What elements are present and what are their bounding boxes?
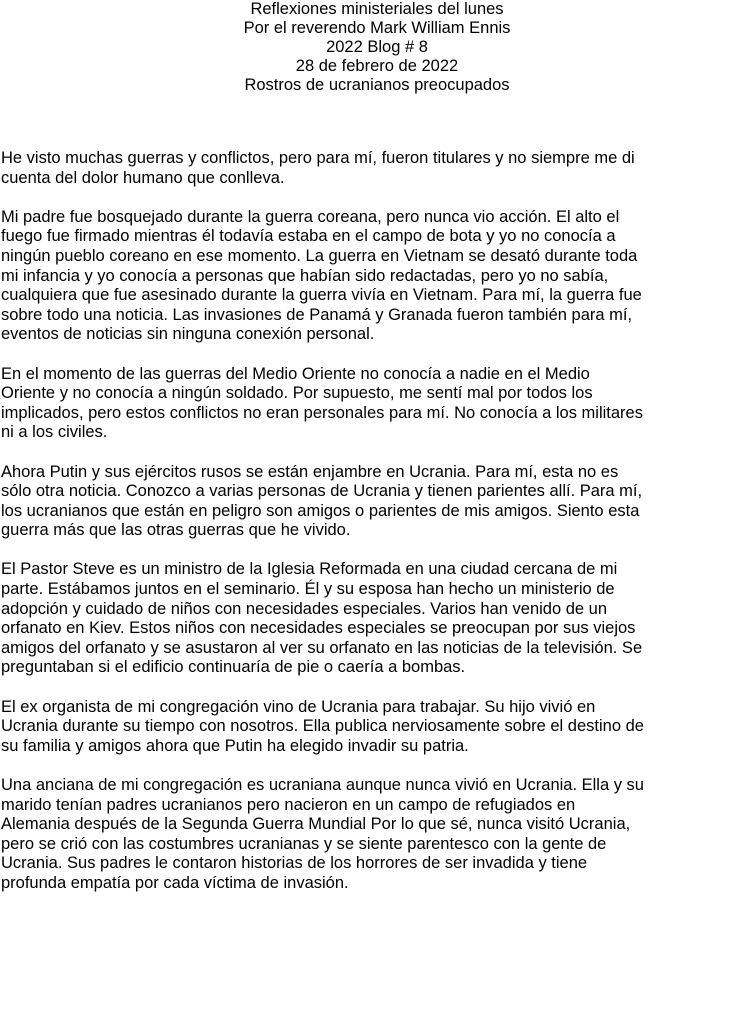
paragraph-line: He visto muchas guerras y conflictos, pero para mí, fueron titulares y no siempre me di <box>1 149 635 167</box>
paragraph-line: Ucrania durante su tiempo con nosotros. Ella publica nerviosamente sobre el destino de <box>1 717 644 736</box>
paragraph-line: ni a los civiles. <box>1 423 108 442</box>
paragraph <box>1 463 755 541</box>
blog-number: 2022 Blog # 8 <box>326 38 428 56</box>
paragraph-line: cuenta del dolor humano que conlleva. <box>1 168 285 187</box>
paragraph-line: guerra más que las otras guerras que he vivido. <box>1 521 351 540</box>
paragraph-line: En el momento de las guerras del Medio Oriente no conocía a nadie en el Medio <box>1 364 590 383</box>
paragraph-line: sobre todo una noticia. Las invasiones de Panamá y Granada fueron también para mí, <box>1 305 633 324</box>
paragraph-line: El Pastor Steve es un ministro de la Iglesia Reformada en una ciudad cercana de mi <box>1 560 618 579</box>
paragraph-line: El ex organista de mi congregación vino de Ucrania para trabajar. Su hijo vivió en <box>1 697 596 716</box>
series-title: Reflexiones ministeriales del lunes <box>250 0 504 18</box>
paragraph-line: su familia y amigos ahora que Putin ha elegido invadir su patria. <box>1 736 469 755</box>
paragraph <box>1 365 755 443</box>
paragraph <box>1 776 755 894</box>
paragraph <box>1 698 755 757</box>
paragraph-line: Ahora Putin y sus ejércitos rusos se están enjambre en Ucrania. Para mí, esta no es <box>1 462 619 481</box>
paragraph-line: eventos de noticias sin ninguna conexión personal. <box>1 325 375 344</box>
paragraph-line: profunda empatía por cada víctima de invasión. <box>1 873 349 892</box>
paragraph-line: orfanato en Kiev. Estos niños con necesidades especiales se preocupan por sus viejos <box>1 619 636 638</box>
paragraph-line: los ucranianos que están en peligro son amigos o parientes de mis amigos. Siento esta <box>1 501 640 520</box>
paragraph-line: sólo otra noticia. Conozco a varias personas de Ucrania y tienen parientes allí. Para mí, <box>1 482 643 501</box>
author-line: Por el reverendo Mark William Ennis <box>243 19 511 37</box>
paragraph-line: preguntaban si el edificio continuaría de pie o caería a bombas. <box>1 658 466 677</box>
paragraph <box>1 208 755 345</box>
paragraph-line: marido tenían padres ucranianos pero nacieron en un campo de refugiados en <box>1 795 576 814</box>
document-body <box>0 149 755 913</box>
post-title: Rostros de ucranianos preocupados <box>244 76 510 94</box>
paragraph <box>1 560 755 678</box>
paragraph-line: ningún pueblo coreano en ese momento. La guerra en Vietnam se desató durante toda <box>1 246 638 265</box>
paragraph-line: fuego fue firmado mientras él todavía estaba en el campo de bota y yo no conocía a <box>1 227 616 246</box>
paragraph-line: Oriente y no conocía a ningún soldado. Por supuesto, me sentí mal por todos los <box>1 384 593 403</box>
paragraph-line: cualquiera que fue asesinado durante la guerra vivía en Vietnam. Para mí, la guerra fue <box>1 286 642 305</box>
paragraph-line: Mi padre fue bosquejado durante la guerra coreana, pero nunca vio acción. El alto el <box>1 207 620 226</box>
publish-date: 28 de febrero de 2022 <box>295 57 459 75</box>
paragraph-line: amigos del orfanato y se asustaron al ver su orfanato en las noticias de la televisión. Se <box>1 638 643 657</box>
paragraph-line: Alemania después de la Segunda Guerra Mundial Por lo que sé, nunca visitó Ucrania, <box>1 815 631 834</box>
paragraph-line: parte. Estábamos juntos en el seminario. Él y su esposa han hecho un ministerio de <box>1 580 615 599</box>
paragraph-line: Ucrania. Sus padres le contaron historias de los horrores de ser invadida y tiene <box>1 854 588 873</box>
paragraph-line: pero se crió con las costumbres ucranianas y se siente parentesco con la gente de <box>1 834 607 853</box>
paragraph <box>1 149 755 188</box>
paragraph-line: adopción y cuidado de niños con necesidades especiales. Varios han venido de un <box>1 599 608 618</box>
paragraph-line: Una anciana de mi congregación es ucraniana aunque nunca vivió en Ucrania. Ella y su <box>1 776 644 794</box>
paragraph-line: mi infancia y yo conocía a personas que habían sido redactadas, pero yo no sabía, <box>1 266 609 285</box>
document-header <box>0 0 755 95</box>
paragraph-line: implicados, pero estos conflictos no eran personales para mí. No conocía a los militares <box>1 403 643 422</box>
